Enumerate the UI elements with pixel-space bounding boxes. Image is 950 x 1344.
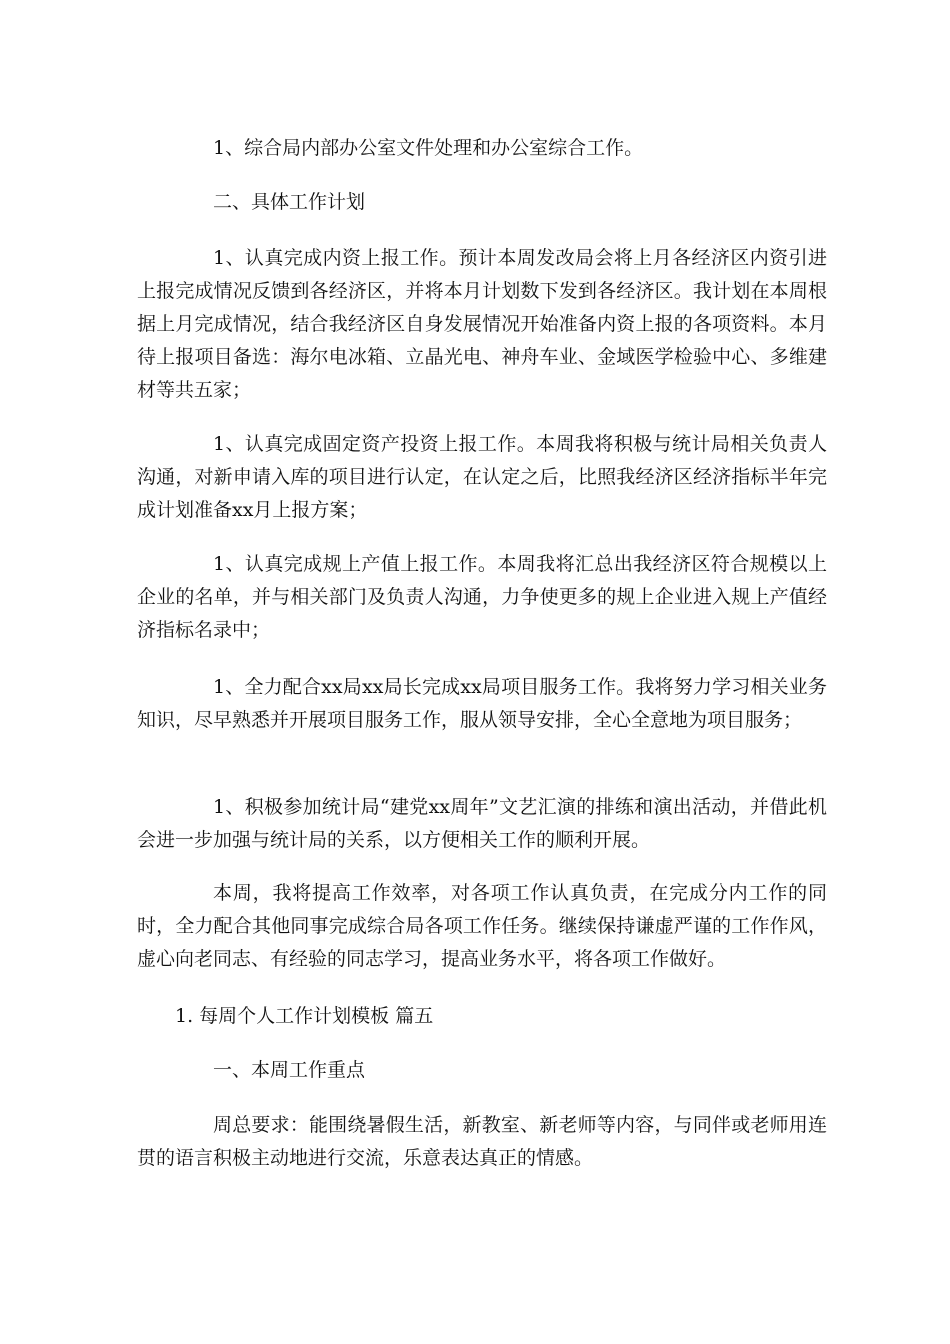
paragraph-weekly-summary: 本周，我将提高工作效率，对各项工作认真负责，在完成分内工作的同时，全力配合其他同事完成综合局各项工作任务。继续保持谦虚严谨的工作作风，虚心向老同志、有经验的同志学习，提高业务水平，将各项工作做好。	[137, 882, 827, 970]
paragraph-art-performance: 1、积极参加统计局“建党xx周年”文艺汇演的排练和演出活动，并借此机会进一步加强与统计局的关系，以方便相关工作的顺利开展。	[137, 796, 827, 851]
paragraph-output-value-report: 1、认真完成规上产值上报工作。本周我将汇总出我经济区符合规模以上企业的名单，并与相关部门及负责人沟通，力争使更多的规上企业进入规上产值经济指标名录中；	[137, 553, 827, 641]
section-heading-specific-plan: 二、具体工作计划	[213, 191, 366, 213]
paragraph-project-service: 1、全力配合xx局xx局长完成xx局项目服务工作。我将努力学习相关业务知识，尽早熟悉并开展项目服务工作，服从领导安排，全心全意地为项目服务；	[137, 676, 827, 731]
paragraph-domestic-capital-report: 1、认真完成内资上报工作。预计本周发改局会将上月各经济区内资引进上报完成情况反馈到各经济区，并将本月计划数下发到各经济区。我计划在本周根据上月完成情况，结合我经济区自身发展情况开始准备内资上报的各项资料。本月待上报项目备选：海尔电冰箱、立晶光电、神舟车业、金域医学检验中心、多维建材等共五家；	[137, 247, 827, 401]
paragraph-weekly-requirement: 周总要求：能围绕暑假生活，新教室、新老师等内容，与同伴或老师用连贯的语言积极主动地进行交流，乐意表达真正的情感。	[137, 1114, 827, 1169]
paragraph-fixed-asset-report: 1、认真完成固定资产投资上报工作。本周我将积极与统计局相关负责人沟通，对新申请入库的项目进行认定，在认定之后，比照我经济区经济指标半年完成计划准备xx月上报方案；	[137, 433, 827, 521]
paragraph-office-work: 1、综合局内部办公室文件处理和办公室综合工作。	[213, 137, 644, 159]
section-heading-template-part5: 1. 每周个人工作计划模板 篇五	[175, 1005, 434, 1027]
section-heading-week-focus: 一、本周工作重点	[213, 1059, 366, 1081]
